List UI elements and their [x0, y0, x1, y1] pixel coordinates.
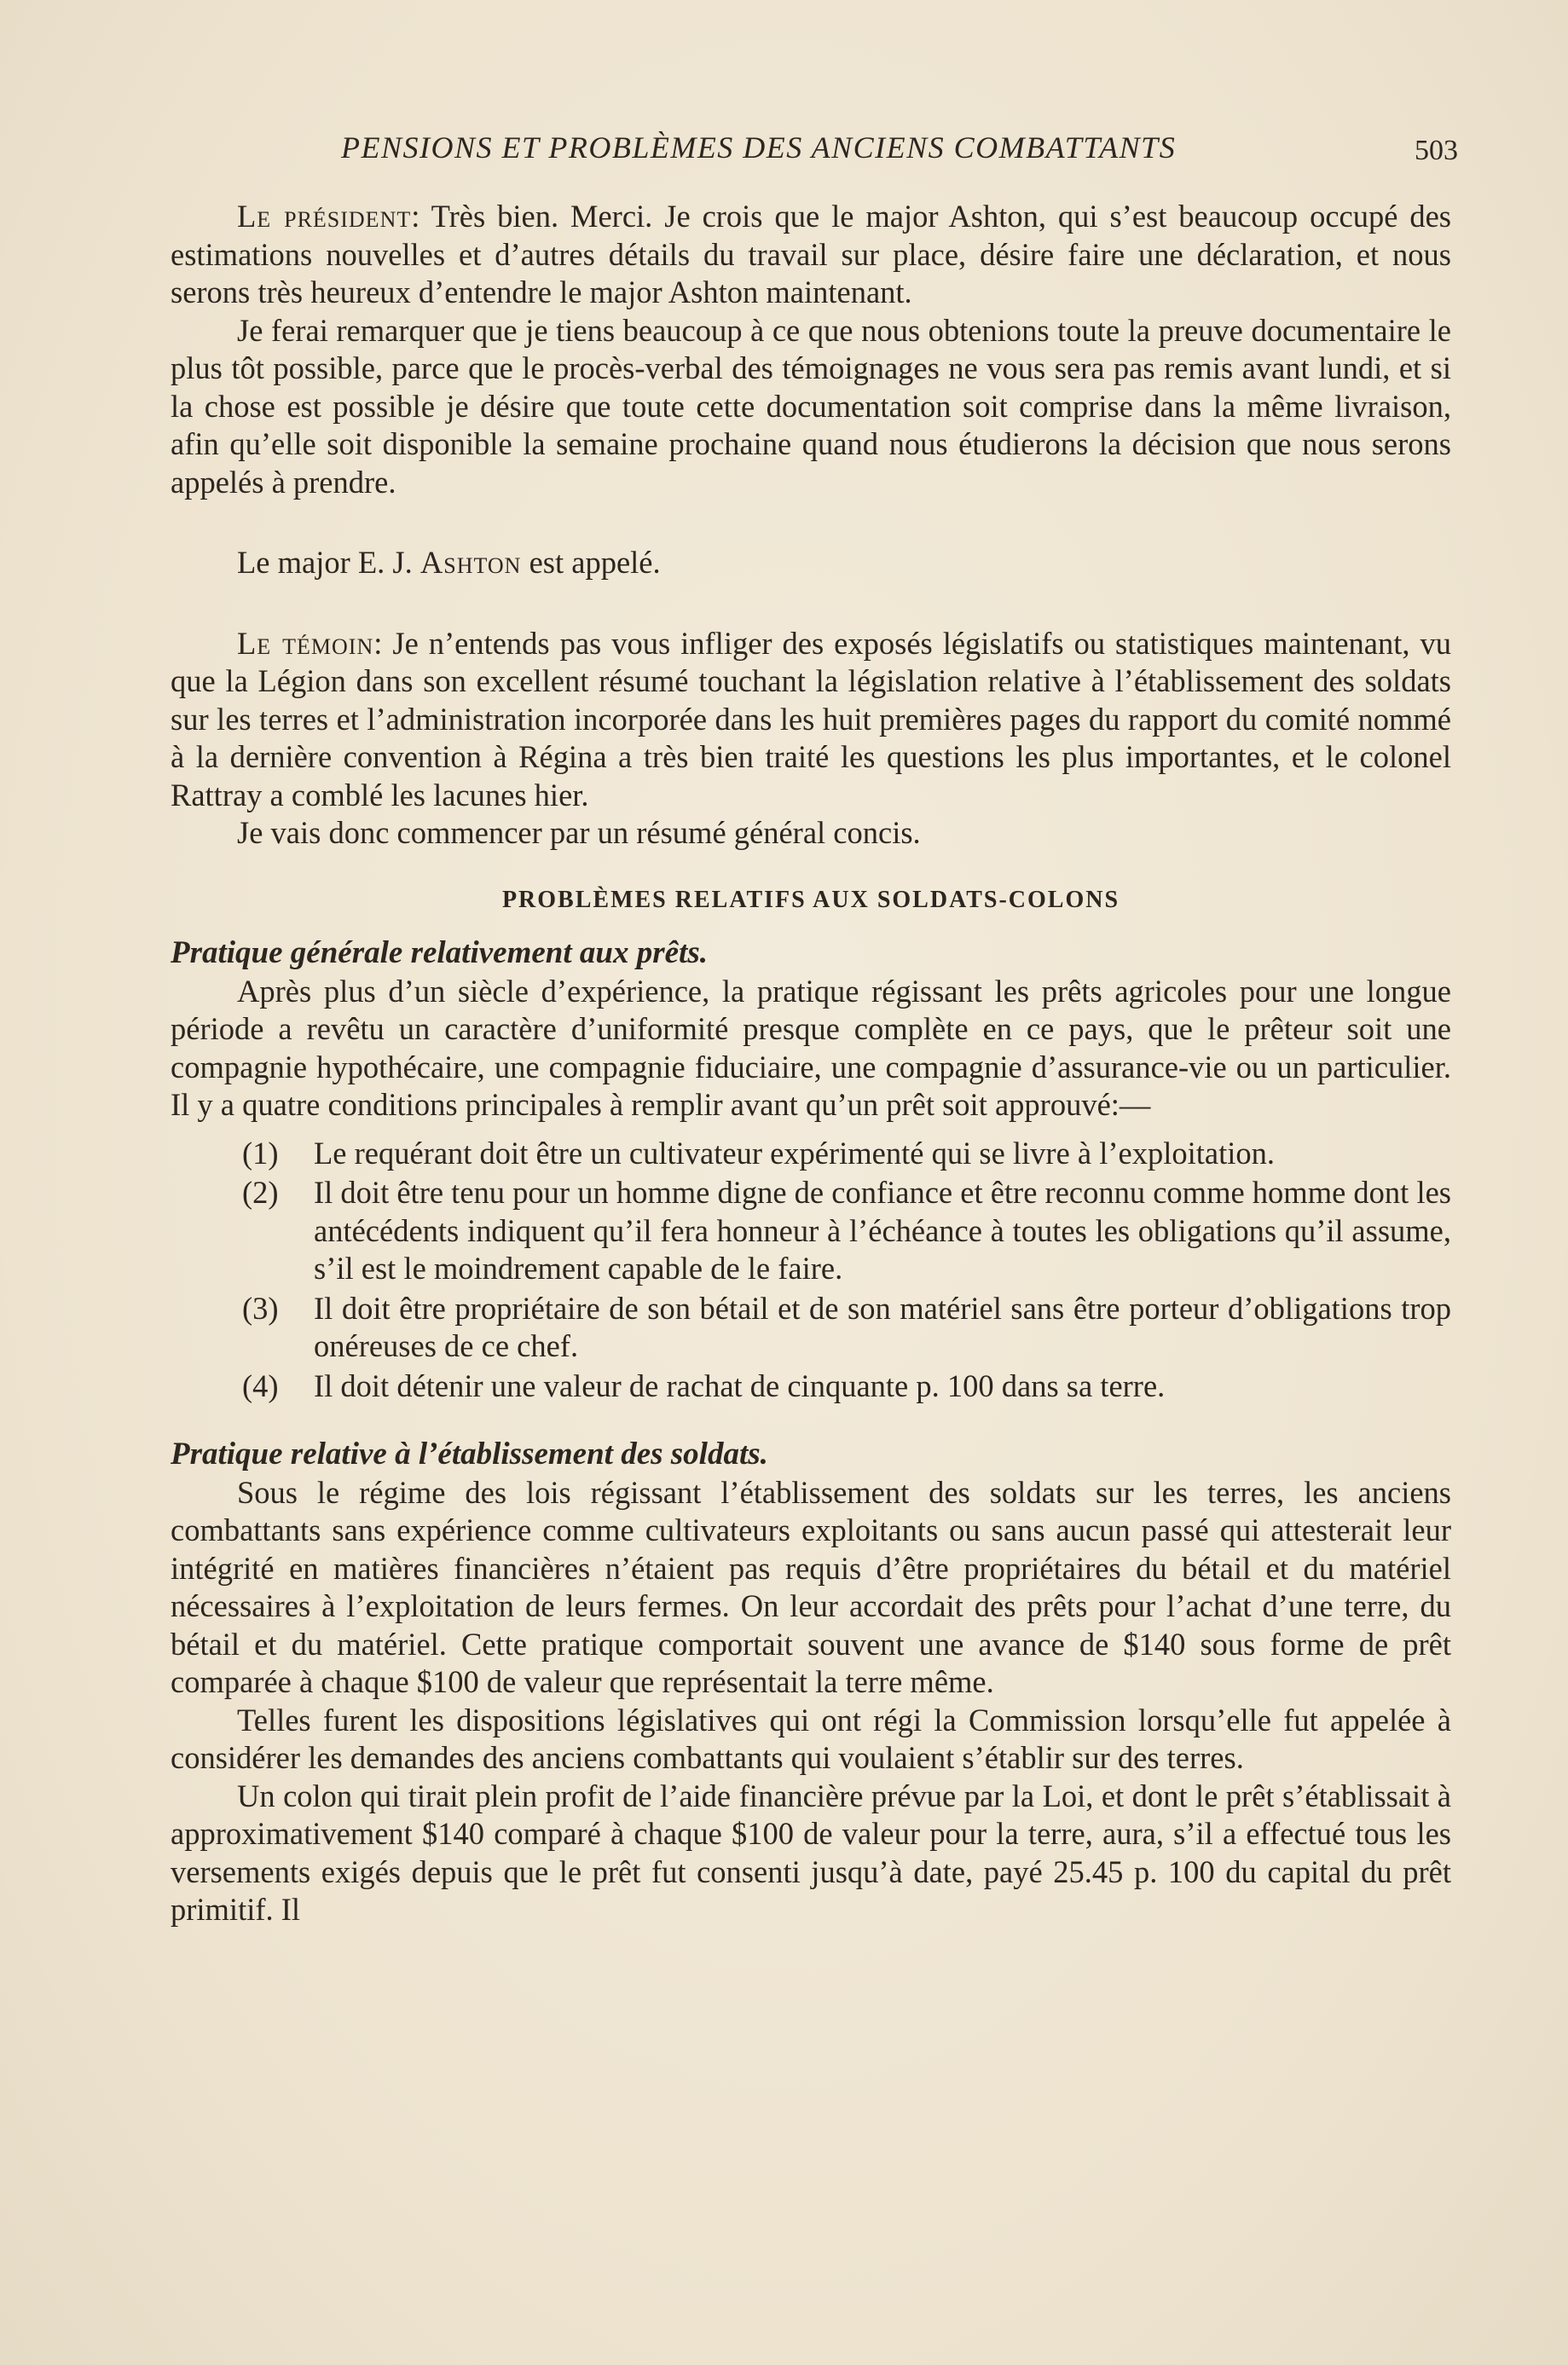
witness-called-suffix: est appelé.	[529, 545, 661, 580]
condition-number: (2)	[242, 1175, 279, 1210]
speaker-label: Le témoin	[237, 625, 374, 661]
page-body	[171, 198, 1451, 1929]
spacer	[171, 1407, 1451, 1436]
condition-number: (4)	[242, 1368, 279, 1403]
condition-item	[171, 1135, 1451, 1173]
paragraph-commission: Telles furent les dispositions législatives qui ont régi la Commission lorsqu’elle fut appelée à considérer les demandes des anciens combattants qui voulaient s’établir sur des terres.	[171, 1702, 1451, 1775]
spacer	[171, 582, 1451, 625]
condition-item	[171, 1290, 1451, 1366]
page-number: 503	[1415, 135, 1458, 166]
paragraph-general-practice: Après plus d’un siècle d’expérience, la pratique régissant les prêts agricoles pour une longue période a revêtu un caractère d’uniformité presque complète en ce pays, que le prêteur soit une compagnie hypothécaire, une compagnie fiduciaire, une compagnie d’assurance-vie ou un particulier. Il y a quatre conditions principales à remplir avant qu’un prêt soit approuvé:—	[171, 973, 1451, 1122]
condition-number: (3)	[242, 1290, 279, 1326]
spacer	[171, 919, 1451, 934]
paragraph-summary-intro: Je vais donc commencer par un résumé général concis.	[237, 815, 921, 850]
condition-item	[171, 1368, 1451, 1406]
page-header	[162, 126, 1458, 177]
condition-item	[171, 1174, 1451, 1288]
paragraph-text: : Très bien. Merci. Je crois que le major Ashton, qui s’est beaucoup occupé des estimations nouvelles et d’autres détails du travail sur place, désire faire une déclaration, et nous serons très heureux d’entendre le major Ashton maintenant.	[171, 199, 1451, 309]
condition-text: Il doit être tenu pour un homme digne de confiance et être reconnu comme homme dont les antécédents indiquent qu’il fera honneur à l’échéance à toutes les obligations qu’il assume, s’il est le moindrement capable de le faire.	[314, 1175, 1451, 1286]
spacer	[171, 501, 1451, 544]
paragraph-text: : Je n’entends pas vous infliger des exposés législatifs ou statistiques maintenant, vu que la Légion dans son excellent résumé touchant la législation relative à l’établissement des soldats sur les terres et l’administration incorporée dans les huit premières pages du rapport du comité nommé à la dernière convention à Régina a très bien traité les questions les plus importantes, et le colonel Rattray a comblé les lacunes hier.	[171, 625, 1451, 812]
witness-name: Ashton	[419, 545, 522, 580]
paragraph-colon: Un colon qui tirait plein profit de l’aide financière prévue par la Loi, et dont le prêt s’établissait à approximativement $140 comparé à chaque $100 de valeur pour la terre, aura, s’il a effectué tous les versements exigés depuis que le prêt fut consenti jusqu’à date, payé 25.45 p. 100 du capital du prêt primitif. Il	[171, 1778, 1451, 1927]
witness-called	[171, 544, 1451, 582]
section-heading: PROBLÈMES RELATIFS AUX SOLDATS-COLONS	[501, 886, 1120, 913]
paragraph-settlement-laws: Sous le régime des lois régissant l’établissement des soldats sur les terres, les anciens combattants sans expérience comme cultivateurs exploitants ou sans aucun passé qui attesterait leur intégrité en matières financières n’étaient pas requis d’être propriétaires du bétail et du matériel nécessaires à l’exploitation de leurs fermes. On leur accordait des prêts pour l’achat d’une terre, du bétail et du matériel. Cette pratique comportait souvent une avance de $140 sous forme de prêt comparée à chaque $100 de valeur que représentait la terre même.	[171, 1474, 1451, 1699]
condition-text: Il doit détenir une valeur de rachat de cinquante p. 100 dans sa terre.	[314, 1368, 1166, 1403]
condition-text: Le requérant doit être un cultivateur expérimenté qui se livre à l’exploitation.	[314, 1135, 1276, 1171]
spacer	[171, 1125, 1451, 1133]
paragraph-president	[171, 198, 1451, 312]
witness-called-prefix: Le major E. J.	[237, 545, 413, 580]
speaker-label: Le président	[237, 199, 412, 234]
subheading-soldier-settlement: Pratique relative à l’établissement des soldats.	[171, 1437, 768, 1472]
condition-number: (1)	[242, 1135, 279, 1171]
subheading-general-practice: Pratique générale relativement aux prêts.	[171, 935, 708, 970]
paragraph-witness	[171, 625, 1451, 815]
running-head: PENSIONS ET PROBLÈMES DES ANCIENS COMBATTANTS	[341, 130, 1177, 165]
conditions-list	[171, 1135, 1451, 1406]
condition-text: Il doit être propriétaire de son bétail et de son matériel sans être porteur d’obligations trop onéreuses de ce chef.	[314, 1290, 1451, 1363]
paragraph-documentation: Je ferai remarquer que je tiens beaucoup à ce que nous obtenions toute la preuve documentaire le plus tôt possible, parce que le procès-verbal des témoignages ne vous sera pas remis avant lundi, et si la chose est possible je désire que toute cette documentation soit comprise dans la même livraison, afin qu’elle soit disponible la semaine prochaine quand nous étudierons la décision que nous serons appelés à prendre.	[171, 312, 1451, 500]
spacer	[171, 853, 1451, 882]
